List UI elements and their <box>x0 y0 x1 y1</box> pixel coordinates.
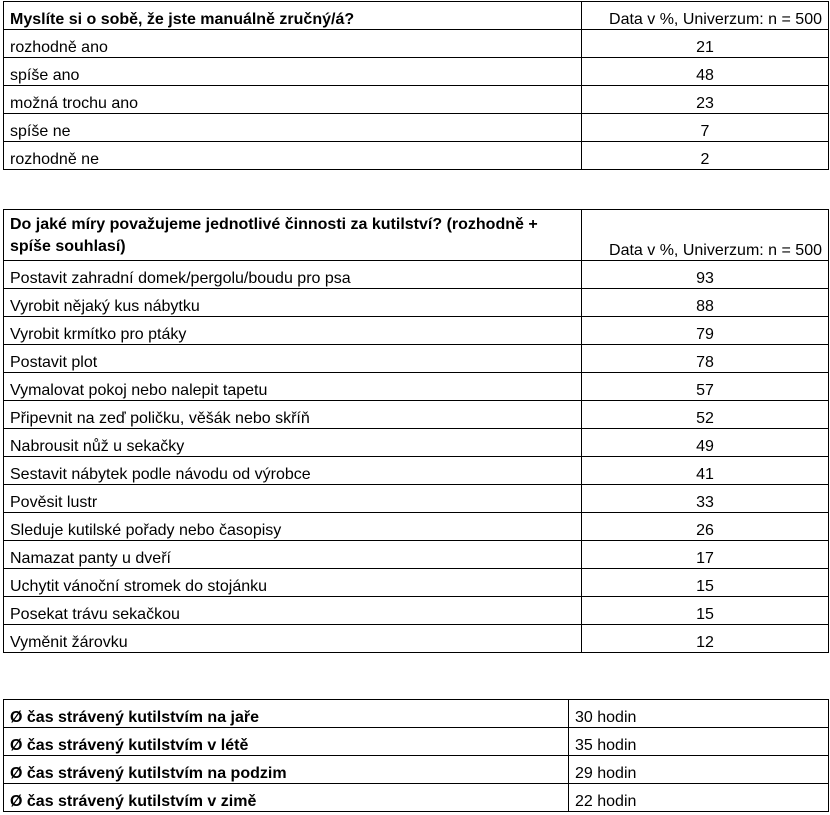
row-value: 15 <box>582 569 829 597</box>
table-row <box>4 345 829 373</box>
table-row <box>4 373 829 401</box>
row-label: Uchytit vánoční stromek do stojánku <box>4 569 582 597</box>
row-value: 88 <box>582 289 829 317</box>
row-value: 33 <box>582 485 829 513</box>
table-row <box>4 597 829 625</box>
row-label: možná trochu ano <box>4 86 582 114</box>
table-row <box>4 86 829 114</box>
row-value: 57 <box>582 373 829 401</box>
row-value: 7 <box>582 114 829 142</box>
table-row <box>4 784 829 812</box>
row-label: Ø čas strávený kutilstvím na podzim <box>4 756 569 784</box>
row-value: 78 <box>582 345 829 373</box>
table-row <box>4 30 829 58</box>
row-value: 30 hodin <box>569 700 829 728</box>
row-value: 48 <box>582 58 829 86</box>
row-value: 12 <box>582 625 829 653</box>
table-row <box>4 700 829 728</box>
row-label: spíše ano <box>4 58 582 86</box>
row-value: 21 <box>582 30 829 58</box>
row-value: 35 hodin <box>569 728 829 756</box>
table-row <box>4 261 829 289</box>
row-value: 93 <box>582 261 829 289</box>
row-label: Připevnit na zeď poličku, věšák nebo skříň <box>4 401 582 429</box>
row-label: spíše ne <box>4 114 582 142</box>
table-header-row <box>4 2 829 30</box>
question-header: Myslíte si o sobě, že jste manuálně zručný/á? <box>4 2 582 30</box>
row-label: Ø čas strávený kutilstvím na jaře <box>4 700 569 728</box>
manual-skill-table <box>3 1 829 170</box>
row-value: 29 hodin <box>569 756 829 784</box>
row-value: 15 <box>582 597 829 625</box>
row-label: Nabrousit nůž u sekačky <box>4 429 582 457</box>
row-value: 22 hodin <box>569 784 829 812</box>
row-value: 2 <box>582 142 829 170</box>
row-label: Sestavit nábytek podle návodu od výrobce <box>4 457 582 485</box>
row-value: 26 <box>582 513 829 541</box>
row-label: Vyrobit nějaký kus nábytku <box>4 289 582 317</box>
row-label: Ø čas strávený kutilstvím v zimě <box>4 784 569 812</box>
table-row <box>4 142 829 170</box>
table-row <box>4 114 829 142</box>
row-label: Ø čas strávený kutilstvím v létě <box>4 728 569 756</box>
row-value: 52 <box>582 401 829 429</box>
row-label: Postavit zahradní domek/pergolu/boudu pro psa <box>4 261 582 289</box>
time-spent-table <box>3 697 829 812</box>
table-row <box>4 58 829 86</box>
table-row <box>4 485 829 513</box>
table-row <box>4 513 829 541</box>
row-value: 49 <box>582 429 829 457</box>
data-header: Data v %, Univerzum: n = 500 <box>582 2 829 30</box>
table-row <box>4 457 829 485</box>
row-label: rozhodně ano <box>4 30 582 58</box>
table-row <box>4 728 829 756</box>
row-value: 17 <box>582 541 829 569</box>
row-label: Posekat trávu sekačkou <box>4 597 582 625</box>
data-header: Data v %, Univerzum: n = 500 <box>582 210 829 261</box>
row-label: Vymalovat pokoj nebo nalepit tapetu <box>4 373 582 401</box>
row-label: Sleduje kutilské pořady nebo časopisy <box>4 513 582 541</box>
row-label: rozhodně ne <box>4 142 582 170</box>
table-row <box>4 429 829 457</box>
table-row <box>4 541 829 569</box>
row-label: Vyrobit krmítko pro ptáky <box>4 317 582 345</box>
row-value: 23 <box>582 86 829 114</box>
row-label: Pověsit lustr <box>4 485 582 513</box>
row-value: 79 <box>582 317 829 345</box>
table-row <box>4 756 829 784</box>
question-header: Do jaké míry považujeme jednotlivé činnosti za kutilství? (rozhodně + spíše souhlasí) <box>4 210 582 261</box>
table-row <box>4 401 829 429</box>
diy-activities-table <box>3 209 829 653</box>
table-row <box>4 625 829 653</box>
row-label: Postavit plot <box>4 345 582 373</box>
row-label: Vyměnit žárovku <box>4 625 582 653</box>
table-header-row <box>4 210 829 261</box>
row-label: Namazat panty u dveří <box>4 541 582 569</box>
row-value: 41 <box>582 457 829 485</box>
table-row <box>4 569 829 597</box>
table-row <box>4 289 829 317</box>
table-row <box>4 317 829 345</box>
